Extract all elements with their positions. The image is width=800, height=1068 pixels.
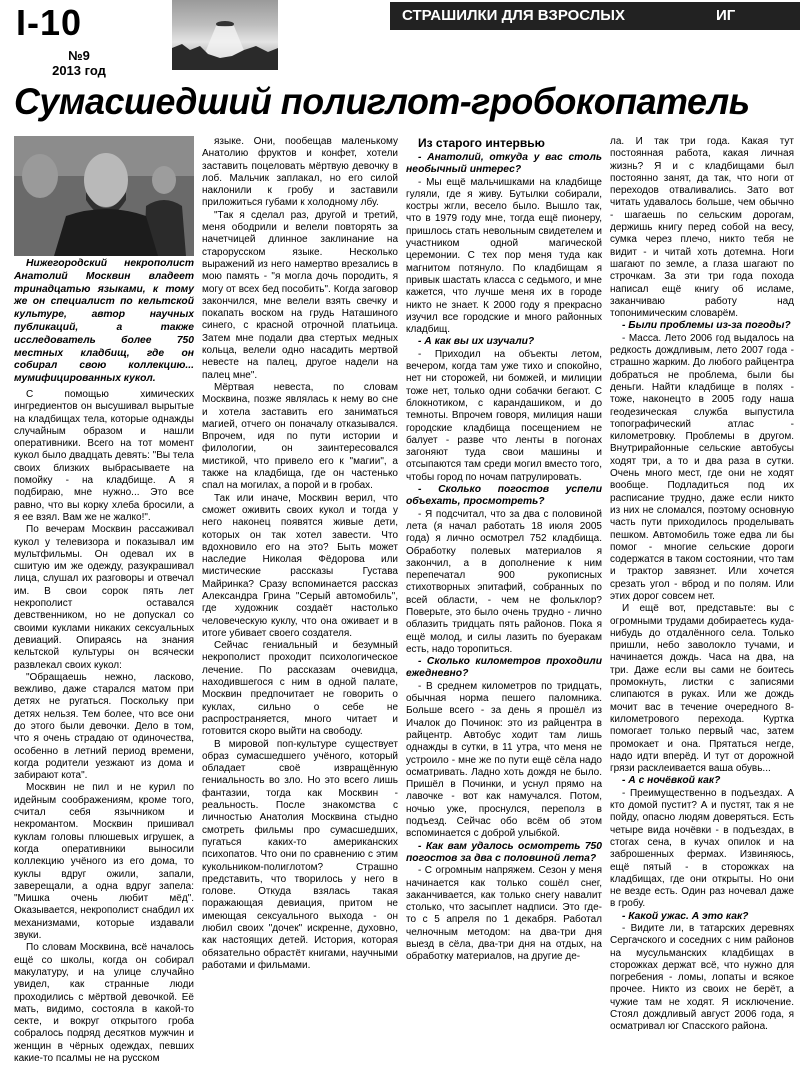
header-photo: [172, 0, 278, 70]
paragraph: Сейчас гениальный и безумный некрополист проходит психологическое лечение. По рассказам очевидца, находившегося с ним в одной палате, Москвин предпочитает не говорить о куклах, сильно о себе не распространяется, много читает и готовится скоро выйти на свободу.: [202, 640, 398, 738]
interview-answer: - Масса. Лето 2006 год выдалось на редкость дождливым, лето 2007 года - страшно жарким. До любого райцентра добраться не проблема, были бы деньги. Найти кладбище в полях - тоже, наконецто в 2005 году наша геодезическая служба выпустила топографический атлас - километровку. Проблемы в другом. Внутрирайонные сельские автобусы ходят три, а то и два раза в сутки. Очень много мест, где они не ходят вообще. Подладиться под их расписание трудно, даже если никто из них не сломался, поэтому основную часть пути приходилось проделывать пешком. Автомобиль тоже едва ли бы помог - многие сельские дороги содержатся в таком состоянии, что там и трактор завязнет. Или хочется срезать угол - вброд и по полям. Или этих дорог совсем нет.: [610, 332, 794, 602]
page-label: I-10: [16, 2, 83, 43]
interview-answer: - Преимущественно в подъездах. А кто домой пустит? А и пустят, так я не пойду, опасно людям доверяться. Есть четыре вида ночёвки - в подъездах, в стогах сена, в кучах опилок и на заброшенных фермах. Извиняюсь, ещё пятый - в сторожках на кладбищах, где они открыты. Но они не везде есть. Один раз ночевал даже в гробу.: [610, 787, 794, 910]
article-photo: [14, 136, 194, 256]
interview-answer: - С огромным напряжем. Сезон у меня начинается как только сошёл снег, заканчивается, как только снегу навалит столько, что засыплет надписи. Это где-то с 5 апреля по 1 декабря. Работал челночным методом: на два-три дня выезд в сёла, два-три дня на отдых, на обработку материалов, на другие де-: [406, 865, 602, 963]
paragraph: В мировой поп-культуре существует образ сумасшедшего учёного, который обладает своё извращённую гениальность во зло. Но это всего лишь фантазии, тогда как Москвин - реальность. После знакомства с личностью Анатолия Москвина стыдно смотреть фильмы про сумасшедших, пугаться каких-то американских психопатов. Что они по сравнению с этим кукольником-полиглотом? Страшно представить, что творилось у него в голове. Откуда взялась такая поражающая девиация, притом не имеющая сексуального выхода - он любил своих "дочек" искренне, духовно, как настоящих детей. История, которая обязательно обрастёт книгами, научными работами и фильмами.: [202, 738, 398, 971]
article-column-2: [202, 136, 398, 972]
interview-question: - Были проблемы из-за погоды?: [622, 320, 791, 332]
paragraph: "Так я сделал раз, другой и третий, меня ободрили и велели повторять за начетчицей длинное заклинание на старорусском языке. Несколько выражений из него намертво врезались в мою память - "я могла дочь породить, я могу от всех бед пособить". Когда заговор закончился, мне велели взять свечку и покапать воском на грудь Наташиного синего, с красной отрочной платьица. Затем мне подали два стертых медных кольца, велели одно насадить мертвой невесте на палец, другое надели на палец мне".: [202, 209, 398, 381]
interview-answer: ла. И так три года. Какая тут постоянная работа, какая личная жизнь? Я и с кладбищами был постоянно занят, да так, что ноги от переходов отваливались. Зато вот читать удавалось больше, чем обычно - шагаешь по сельским дорогам, держишь книгу перед собой на весу, сумка через плечо, никто тебя не видит - и читай хоть дотемна. Ноги шагают по земле, а глаза шагают по строчкам. За эти три года похода написал ещё книгу об исламе, заканчиваю работу над топонимическим словарём.: [610, 136, 794, 320]
interview-question: - Анатолий, откуда у вас столь необычный интерес?: [406, 152, 602, 176]
interview-answer: - Я подсчитал, что за два с половиной лета (я начал работать 18 июля 2005 года) я лично осмотрел 752 кладбища. Обработку полевых материалов я закончил, а в дополнение к ним перепечатал 900 рукописных стихотворных эпитафий, собранных по всей области, - чем не фольклор? Поверьте, это было очень трудно - лично облазить тридцать пять районов. Пока я ещё молод, и силы лазить по буеракам есть, надо торопиться.: [406, 508, 602, 655]
interview-answer: И ещё вот, представьте: вы с огромными трудами добираетесь куда-нибудь до отдалённого села. Только пришли, небо заволокло тучами, и начинается дождь. Часа на два, на три. Даже если вы сами не боитесь промокнуть, листки с записями слипаются в руках. Или же дождь мочит вас в течение очередного 8-километрового перехода. Куртка помогает только первый час, затем промокает и она. Прятаться негде, надо идти вперёд. И тут от дорожной грязи расклеивается ваша обувь...: [610, 603, 794, 775]
interview-question: - Как вам удалось осмотреть 750 погостов за два с половиной лета?: [406, 840, 602, 864]
issue-number: №9: [68, 48, 90, 63]
interview-question: - Сколько погостов успели объехать, просмотреть?: [406, 484, 602, 508]
paragraph: языке. Они, пообещав маленькому Анатолию фруктов и конфет, хотели заставить поцеловать мёртвую девочку в лоб. Мальчик заплакал, но его силой наклонили к гробу и заставили приложиться губами к холодному лбу.: [202, 136, 398, 209]
brand-label: ИГ: [716, 7, 736, 24]
issue-year: 2013 год: [52, 63, 106, 78]
rubric-title: СТРАШИЛКИ ДЛЯ ВЗРОСЛЫХ: [402, 7, 625, 24]
paragraph: По словам Москвина, всё началось ещё со школы, когда он собирал макулатуру, и на улице случайно увидел, как странные люди проходились с мёртвой девочкой. Её мать, видимо, состояла в какой-то секте, и вокруг открытого гроба собралось подряд десятков мужчин и женщин в чёрных одеждах, певших какие-то псалмы не на русском: [14, 942, 194, 1064]
ufo-photo-illustration: [172, 0, 278, 70]
paragraph: "Обращаешь нежно, ласково, вежливо, даже старался матом при детях не ругаться. Поскольку при детях нельзя. Тем более, что все они до этого были девочки. Дело в том, что я очень страдаю от одиночества, особенно в летний период времени, когда родители уезжают из дома и забирают кота".: [14, 671, 194, 782]
rubric-bar: [390, 2, 800, 30]
paragraph: Так или иначе, Москвин верил, что сможет оживить своих кукол и тогда у него наконец появятся живые дети, которых он так хотел завести. Что вдохновило его на это? Быть может наследие Николая Фёдорова или мистические рассказы Густава Майринка? Сразу вспоминается рассказ Александра Грина "Серый автомобиль", где художник создаёт настолько человеческую куклу, что она оживает и в итоге убивает своего создателя.: [202, 492, 398, 639]
interview-answer: - В среднем километров по тридцать, обычная норма пешего паломника. Больше всего - за день я прошёл из Ичалок до Починок: это из райцентра в райцентр. Автобус ходит там лишь однажды в сутки, в 11 утра, что меня не устроило - мне же по пути ещё сёла надо осматривать. Ладно хоть дождя не было. Пришёл в Починки, и уснул прямо на лавочке - вот как намучался. Потом, ночью уже, проснулся, переполз в подъезд. Сейчас обо всём об этом вспоминается с доброй улыбкой.: [406, 680, 602, 840]
interview-answer: - Приходил на объекты летом, вечером, когда там уже тихо и спокойно, нет ни сторожей, ни бомжей, и милиции тоже нет, только одни собачки бегают. С блокнотиком, с карандашиком, и до темноты. Впрочем говоря, милиция наши городские кладбища посещением не балует - разве что ленты в погонах загоняют туда свои машины и отсыпаются там среди могил вместо того, чтобы город по ночам патрулировать.: [406, 348, 602, 483]
article-headline: Сумасшедший полиглот-гробокопатель: [14, 81, 750, 122]
interview-answer: - Видите ли, в татарских деревнях Сергачского и соседних с ним районов на мусульманских кладбищах в сторожках держат всё, что нужно для погребения - ломы, лопаты и всякое прочее. Никто из своих не берёт, а чужие там не ходят. Я исключение. Стоял дождливый август 2006 года, я осматривал юг Спасского района.: [610, 923, 794, 1033]
paragraph: По вечерам Москвин рассаживал кукол у телевизора и показывал им мультфильмы. Он одевал их в сшитую им же одежду, разукрашивал лица, слушал их разговоры и отвечал им. В свои сорок пять лет некрополист оставался девственником, но не допускал со своими куклами никаких сексуальных девиаций. Опираясь на знания кельтской культуры он всячески развлекал своих кукол:: [14, 524, 194, 671]
paragraph: С помощью химических ингредиентов он высушивал вырытые на кладбищах тела, которые однажды случайным образом и нашли оперативники. Всего на тот момент кукол было двадцать девять: "Вы тела своих близких выбрасываете на помойку - на кладбище. А я подбираю, мне нужно... Это все равно, что вы корку хлеба бросили, а я ее взял. Вам же не жалко!".: [14, 388, 194, 523]
interview-answer: - Мы ещё мальчишками на кладбище гуляли, где я живу. Бутылки собирали, костры жгли, весело было. Вышло так, что в 1979 году мне, тогда ещё пионеру, пришлось стать невольным свидетелем и участником одной магической церемонии. С тех пор меня туда как магнитом потянуло. По кладбищам я привык шастать класса с седьмого, и мне кажется, что лучше меня их в городе никто не знает. К 2000 году я прекрасно изучил все городские и много районных кладбищ.: [406, 176, 602, 336]
paragraph: Москвин не пил и не курил по идейным соображениям, кроме того, считал себя язычником и некромантом. Москвин пришивал куклам головы плюшевых игрушек, а когда оперативники выносили коллекцию учёного из его дома, то куклы вдруг ожили, запали, заверещали, а одна вдруг запела: "Мишка очень любит мёд". Оказывается, некрополист снабдил их механизмами, которые издавали звуки.: [14, 782, 194, 942]
interview-question: - Сколько километров проходили ежедневно?: [406, 656, 602, 680]
article-column-4: [610, 136, 794, 1034]
article-column-3: [406, 136, 602, 964]
portrait-photo-illustration: [14, 136, 194, 256]
interview-question: - А с ночёвкой как?: [622, 775, 721, 787]
interview-question: - А как вы их изучали?: [418, 336, 535, 348]
paragraph: Мёртвая невеста, по словам Москвина, позже являлась к нему во сне и хотела заставить его заниматься магией, отчего он поначалу отказывался. Впрочем, идя по пути истории и филологии, он заинтересовался мистикой, что привело его к "магии", а также на кладбища, где он частенько спал на могилах, а порой и в гробах.: [202, 381, 398, 492]
article-lead: Нижегородский некрополист Анатолий Москвин владеет тринадцатью языками, к тому же он специалист по кельтской культуре, автор научных публикаций, а также исследователь более 750 местных кладбищ, где он собирал свою коллекцию... мумифицированных кукол.: [14, 258, 194, 385]
article-column-1: [14, 258, 194, 1065]
interview-heading: Из старого интервью: [418, 136, 545, 150]
interview-question: - Какой ужас. А это как?: [622, 910, 749, 922]
